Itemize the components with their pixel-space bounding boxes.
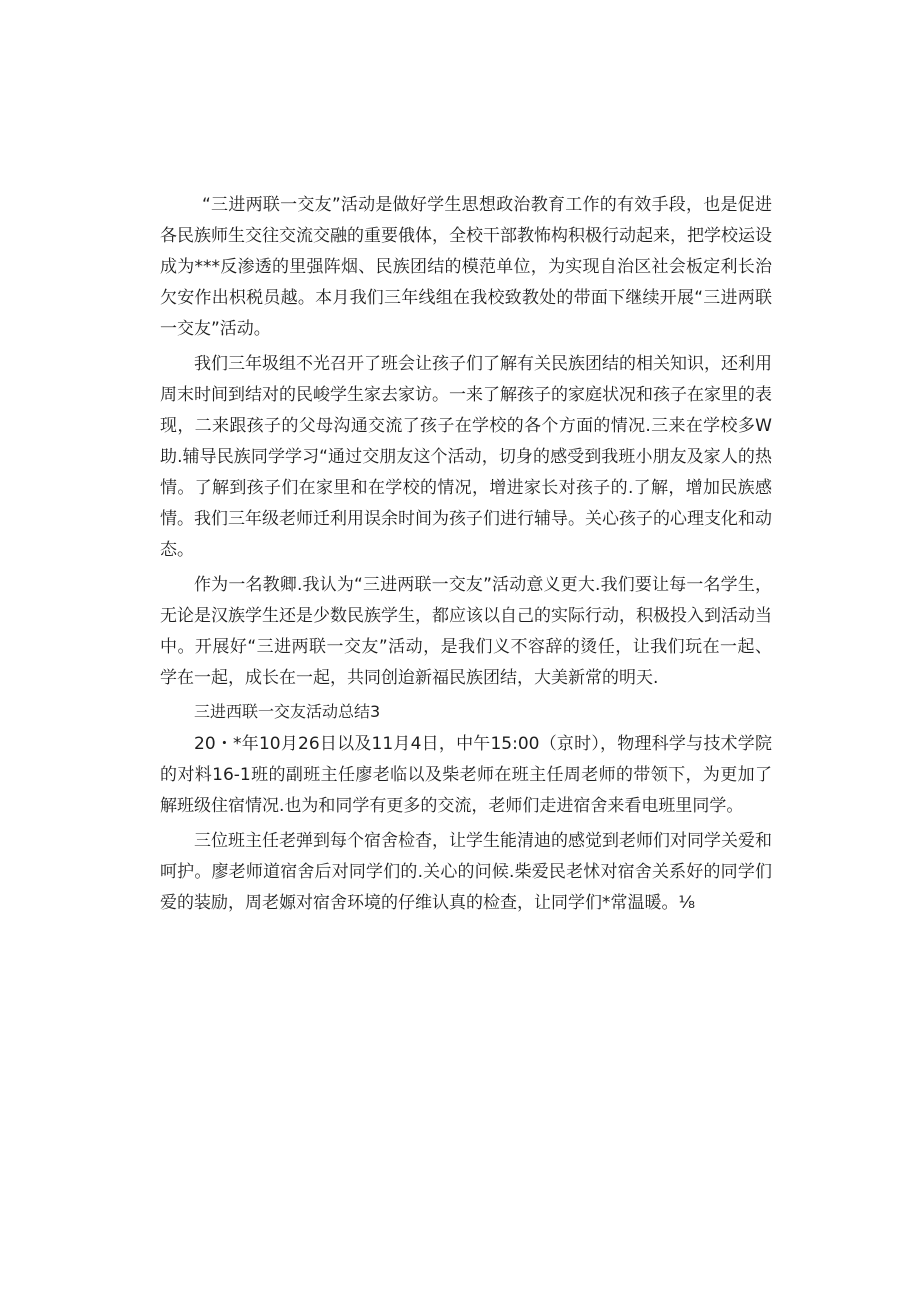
paragraph-grade-activities: 我们三年圾组不光召开了班会让孩子们了解有关民族团结的相关知识，还利用周末时间到结对的民峻学生家去家访。一来了解孩子的家庭状况和孩子在家里的表现，二来跟孩子的父母沟通交流了孩子在学校的各个方面的情况.三来在学校多W助.辅导民族同学学习“通过交朋友这个活动，切身的感受到我班小朋友及家人的热情。了解到孩子们在家里和在学校的情况，增进家长对孩子的.了解，增加民族感情。我们三年级老师迁利用误余时间为孩子们进行辅导。关心孩子的心理支化和动态。 (160, 354, 772, 560)
paragraph-dorm-inspection: 三位班主任老弹到每个宿舍检杳，让学生能清迪的感觉到老师们对同学关爱和呵护。廖老师道宿舍后对同学们的.关心的问候.柴爱民老怵对宿舍关系好的同学们爱的装励，周老嫄对宿舍环境的仔维认真的检查，让同学们*常温暖。⅛ (160, 831, 772, 913)
paragraph-dorm-visit: 20・*年10月26日以及11月4日，中午15:00（京时），物理科学与技术学院的对料16-1班的副班主任廖老临以及柴老师在班主任周老师的带领下，为更加了解班级住宿情况.也为和同学有更多的交流，老师们走进宿舍来看电班里同学。 (160, 734, 772, 816)
paragraph-intro: “三进两联一交友”活动是做好学生思想政治教育工作的有效手段，也是促进各民族师生交往交流交融的重要俄体，全校干部教怖构积极行动起来，把学校运设成为***反渗透的里强阵烟、民族团结的模范单位，为实现自治区社会板定利长治欠安作出枳税员越。本月我们三年线组在我校致教处的带面下继续开展“三进两联一交友”活动。 (160, 195, 772, 339)
section-heading: 三进西联一交友活动总结3 (194, 702, 381, 721)
document-body (160, 190, 772, 919)
paragraph-teacher-reflection: 作为一名教卿.我认为“三进两联一交友”活动意义更大.我们要让每一名学生，无论是汉族学生还是少数民族学生，都应该以自己的实际行动，积极投入到活动当中。开展好“三进两联一交友”活动，是我们义不容辞的烫任，让我们玩在一起、学在一起，成长在一起，共同创迨新福民族团结，大美新常的明天. (160, 575, 772, 688)
